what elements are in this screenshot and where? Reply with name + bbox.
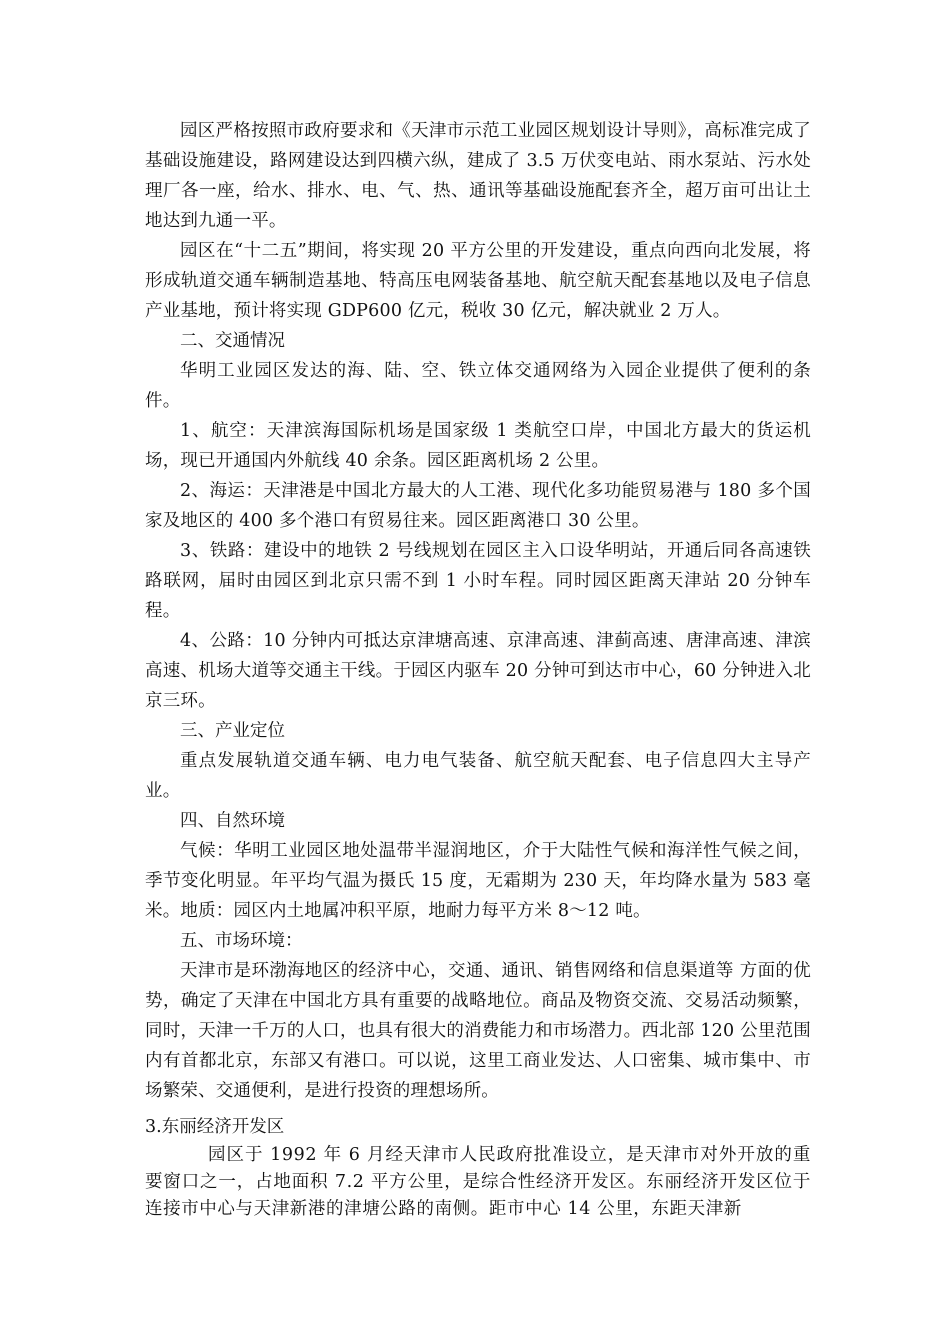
paragraph-development-plan: 园区在“十二五”期间，将实现 20 平方公里的开发建设，重点向西向北发展，将形成轨道交通车辆制造基地、特高压电网装备基地、航空航天配套基地以及电子信息产业基地，预计将实现 GDP600 亿元，税收 30 亿元，解决就业 2 万人。 [145,241,811,321]
heading-nature: 四、自然环境 [180,811,285,831]
paragraph-traffic-intro: 华明工业园区发达的海、陆、空、铁立体交通网络为入园企业提供了便利的条件。 [145,361,811,411]
section-title-dongli: 3.东丽经济开发区 [145,1117,285,1137]
traffic-item-sea: 2、海运：天津港是中国北方最大的人工港、现代化多功能贸易港与 180 多个国家及地区的 400 多个港口有贸易往来。园区距离港口 30 公里。 [145,481,811,531]
paragraph-infrastructure: 园区严格按照市政府要求和《天津市示范工业园区规划设计导则》，高标准完成了基础设施建设，路网建设达到四横六纵，建成了 3.5 万伏变电站、雨水泵站、污水处理厂各一座，给水、排水、电、气、热、通讯等基础设施配套齐全，超万亩可出让土地达到九通一平。 [145,121,811,231]
traffic-item-air: 1、航空：天津滨海国际机场是国家级 1 类航空口岸，中国北方最大的货运机场，现已开通国内外航线 40 余条。园区距离机场 2 公里。 [145,421,811,471]
paragraph-market: 天津市是环渤海地区的经济中心，交通、通讯、销售网络和信息渠道等 方面的优势，确定了天津在中国北方具有重要的战略地位。商品及物资交流、交易活动频繁，同时，天津一千万的人口，也具有很大的消费能力和市场潜力。西北部 120 公里范围内有首都北京，东部又有港口。可以说，这里工商业发达、人口密集、城市集中、市场繁荣、交通便利，是进行投资的理想场所。 [145,961,811,1101]
paragraph-dongli: 园区于 1992 年 6 月经天津市人民政府批准设立，是天津市对外开放的重要窗口之一，占地面积 7.2 平方公里，是综合性经济开发区。东丽经济开发区位于连接市中心与天津新港的津塘公路的南侧。距市中心 14 公里，东距天津新 [145,1145,811,1219]
document-page [145,116,811,1223]
paragraph-nature: 气候：华明工业园区地处温带半湿润地区，介于大陆性气候和海洋性气候之间，季节变化明显。年平均气温为摄氏 15 度，无霜期为 230 天，年均降水量为 583 毫米。地质：园区内土地属冲积平原，地耐力每平方米 8～12 吨。 [145,841,811,921]
paragraph-industry: 重点发展轨道交通车辆、电力电气装备、航空航天配套、电子信息四大主导产业。 [145,751,811,801]
heading-market: 五、市场环境： [180,931,303,951]
traffic-item-rail: 3、铁路：建设中的地铁 2 号线规划在园区主入口设华明站，开通后同各高速铁路联网，届时由园区到北京只需不到 1 小时车程。同时园区距离天津站 20 分钟车程。 [145,541,811,621]
heading-industry: 三、产业定位 [180,721,285,741]
traffic-item-road: 4、公路：10 分钟内可抵达京津塘高速、京津高速、津蓟高速、唐津高速、津滨高速、机场大道等交通主干线。于园区内驱车 20 分钟可到达市中心，60 分钟进入北京三环。 [145,631,811,711]
heading-traffic: 二、交通情况 [180,331,285,351]
